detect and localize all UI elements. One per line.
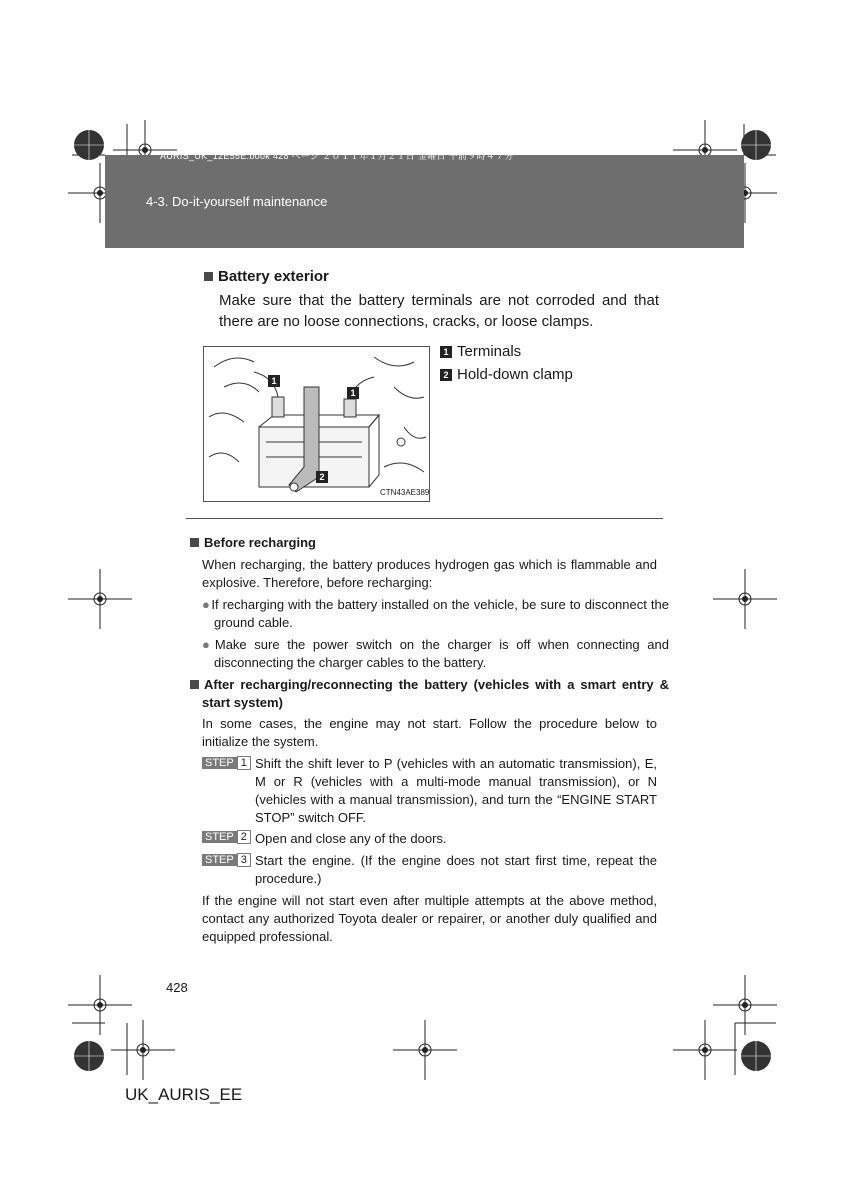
before-recharging-heading: Before recharging — [190, 535, 316, 550]
step-1-tag: STEP 1 — [202, 757, 251, 770]
battery-exterior-text: Make sure that the battery terminals are not corroded and that there are no loose connections, cracks, or loose clamps. — [219, 292, 659, 330]
print-info: AURIS_UK_12E55E.book 428 ページ ２０１１年１月２１日 金曜日 午前９時４７分 — [160, 151, 514, 161]
after-recharging-heading: After recharging/reconnecting the battery (vehicles with a smart entry & start system) — [190, 676, 669, 712]
square-bullet-icon — [204, 272, 213, 281]
battery-exterior-heading: Battery exterior — [204, 268, 329, 285]
page-number: 428 — [166, 980, 188, 995]
legend-hold-down-clamp: 2 Hold-down clamp — [440, 366, 573, 383]
legend-terminals: 1 Terminals — [440, 343, 521, 360]
divider — [186, 518, 663, 519]
step-3-tag: STEP 3 — [202, 854, 251, 867]
square-bullet-icon — [190, 680, 199, 689]
square-bullet-icon — [190, 538, 199, 547]
step-2-text: Open and close any of the doors. — [255, 831, 447, 846]
step-3-text: Start the engine. (If the engine does not start first time, repeat the procedure.) — [255, 853, 657, 886]
before-recharging-intro: When recharging, the battery produces hydrogen gas which is flammable and explosive. Therefore, before recharging: — [202, 557, 657, 590]
figure-code: CTN43AE389 — [380, 488, 430, 497]
battery-illustration — [203, 346, 430, 502]
after-recharging-intro: In some cases, the engine may not start. Follow the procedure below to initialize the system. — [202, 716, 657, 749]
step-2-tag: STEP 2 — [202, 831, 251, 844]
bullet-icon: ● — [202, 637, 214, 652]
list-item: ●Make sure the power switch on the charger is off when connecting and disconnecting the charger cables to the battery. — [202, 637, 669, 670]
footer-code: UK_AURIS_EE — [125, 1085, 243, 1104]
callout-1-right: 1 — [347, 387, 359, 399]
callout-2: 2 — [316, 471, 328, 483]
section-title: 4-3. Do-it-yourself maintenance — [146, 194, 328, 209]
closing-text: If the engine will not start even after multiple attempts at the above method, contact any authorized Toyota dealer or repairer, or another duly qualified and equipped professional. — [202, 893, 657, 944]
bullet-icon: ● — [202, 597, 211, 612]
list-item: ●If recharging with the battery installed on the vehicle, be sure to disconnect the ground cable. — [202, 597, 670, 630]
step-1-text: Shift the shift lever to P (vehicles with an automatic transmission), E, M or R (vehicles with a multi-mode manual transmission), or N (vehicles with a manual transmission), and turn the “ENGINE START STOP” switch OFF. — [255, 756, 657, 825]
callout-1-left: 1 — [268, 375, 280, 387]
